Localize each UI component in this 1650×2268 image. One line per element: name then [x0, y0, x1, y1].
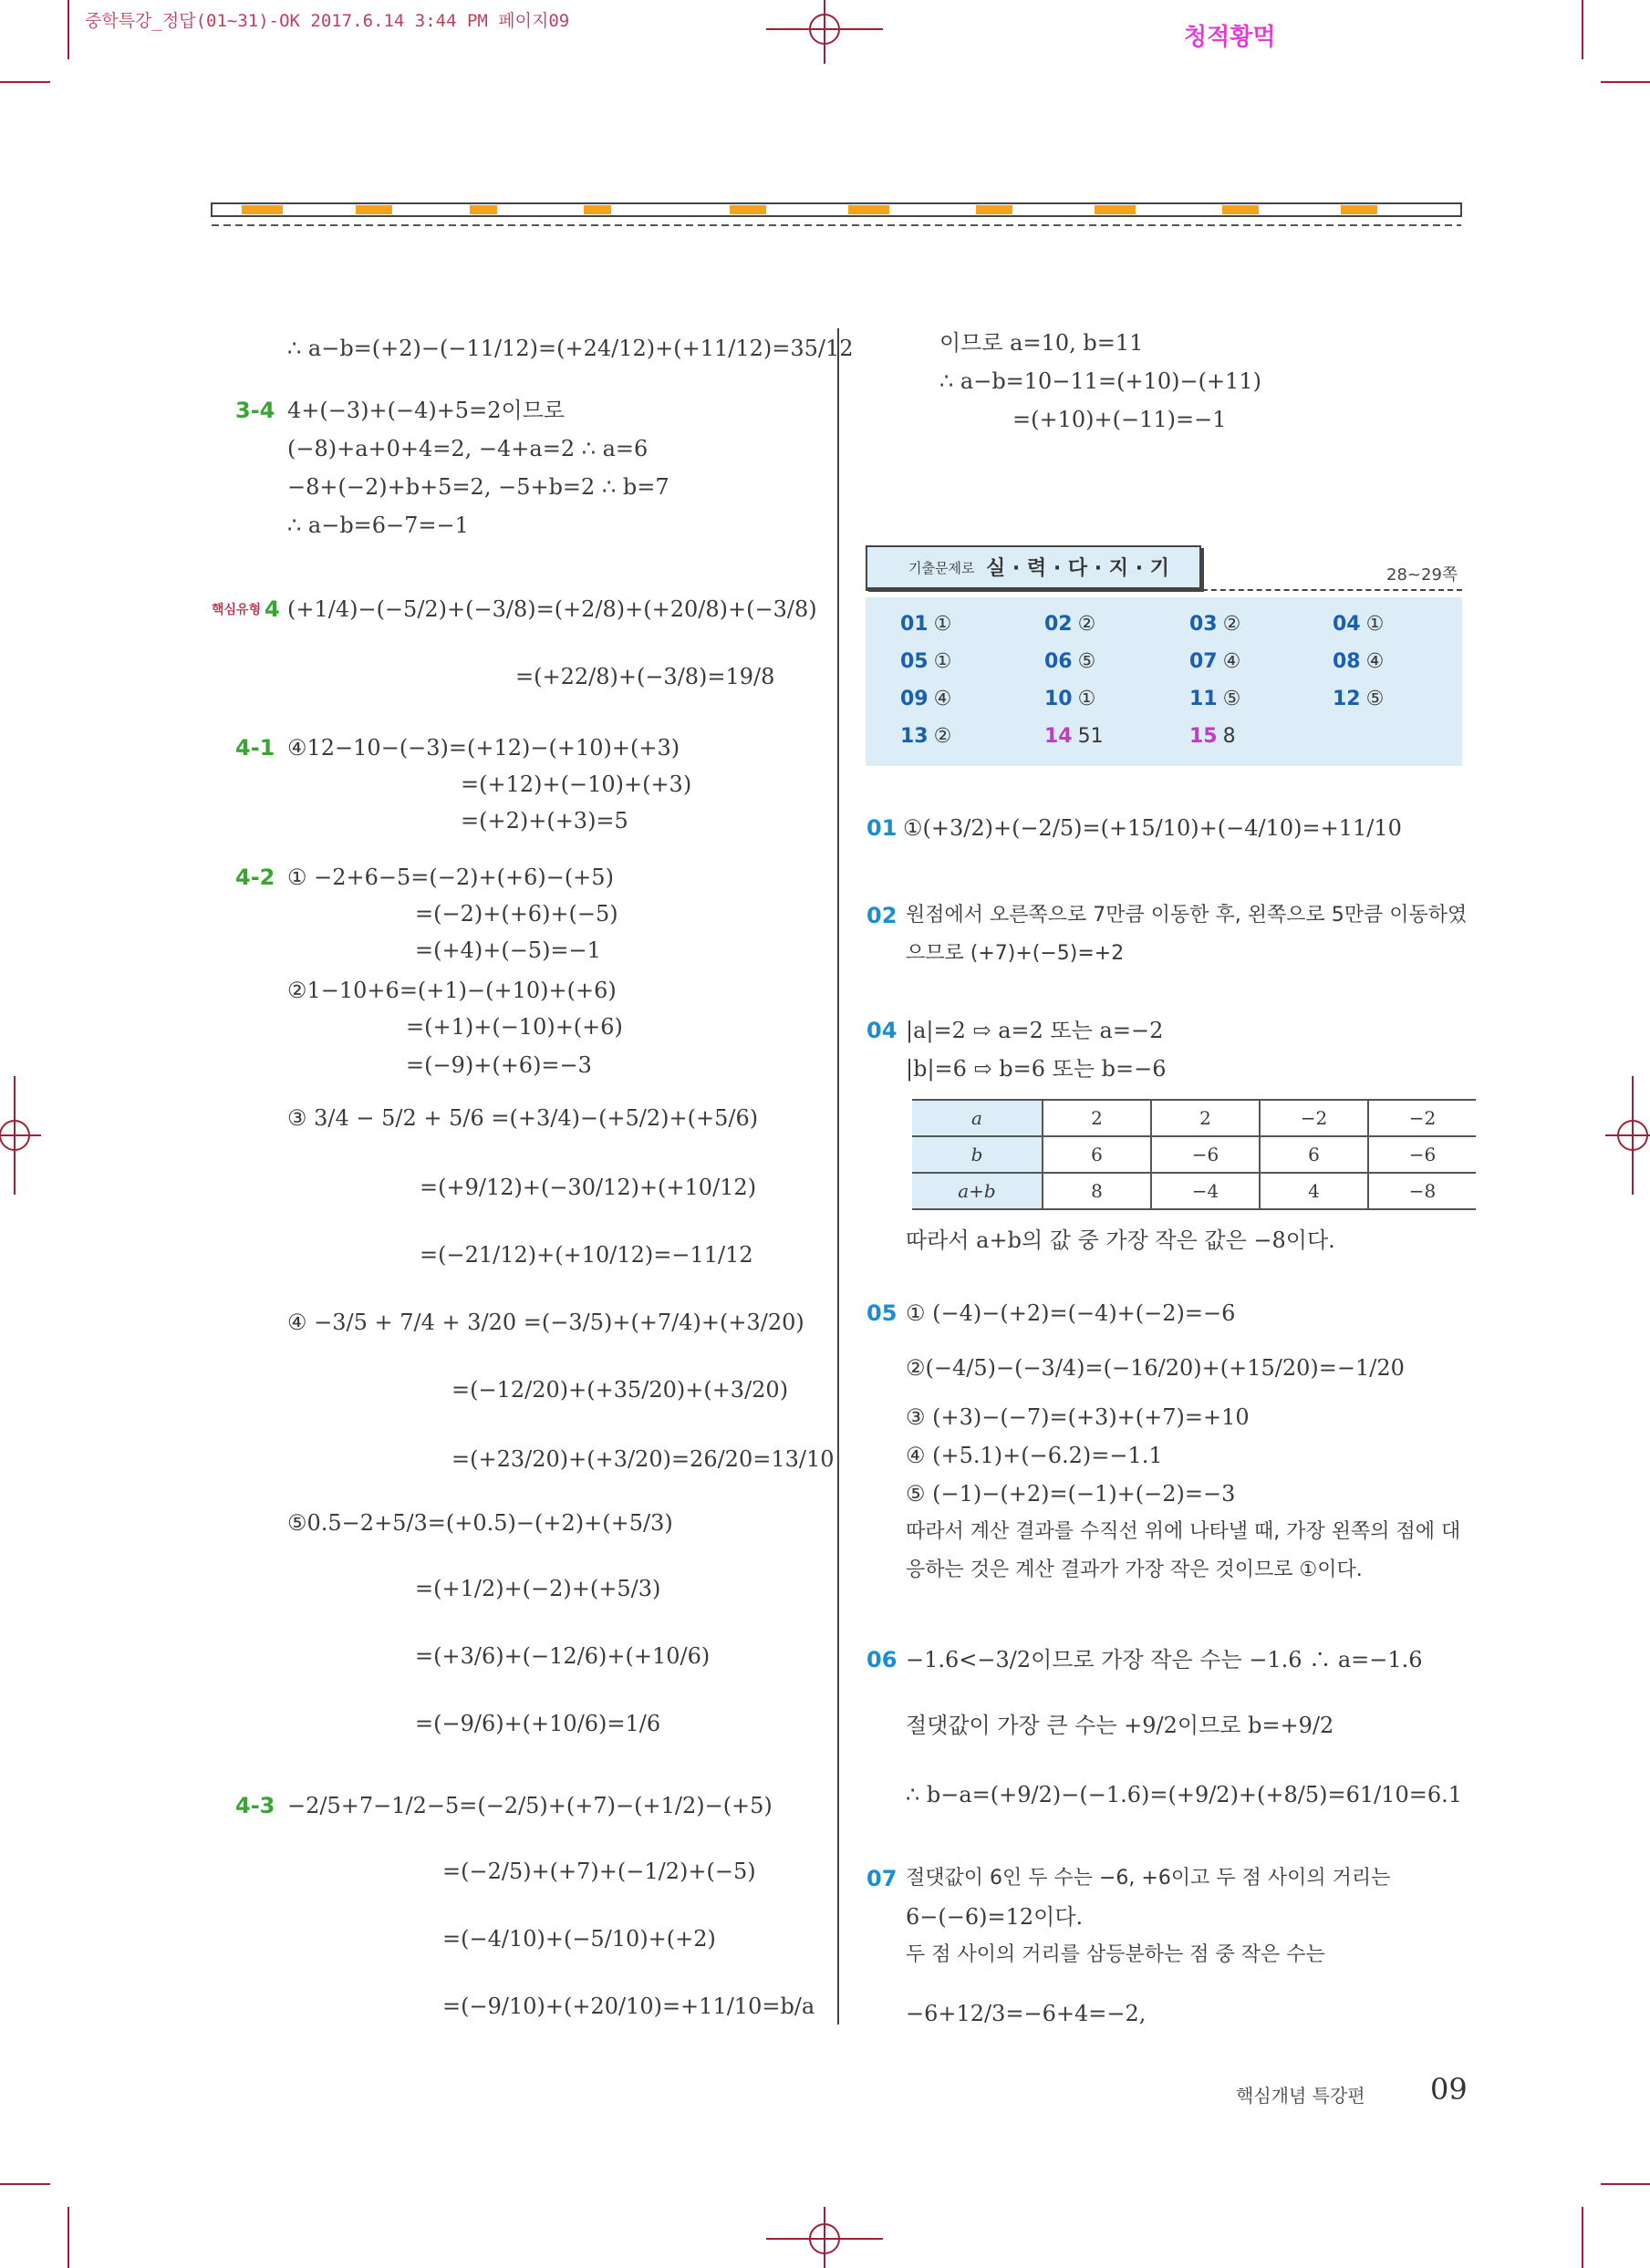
cmyk-label: 청적황먹: [1184, 24, 1276, 51]
text-line: 응하는 것은 계산 결과가 가장 작은 것이므로 ①이다.: [906, 1559, 1363, 1581]
eq-line: ⑤0.5−2+5/3=(+0.5)−(+2)+(+5/3): [287, 1510, 673, 1536]
eq-line: =(+2)+(+3)=5: [461, 808, 628, 834]
eq-line: =(−2/5)+(+7)+(−1/2)+(−5): [442, 1859, 756, 1884]
eq-line: =(−12/20)+(+35/20)+(+3/20): [451, 1377, 789, 1403]
eq-line: −1.6<−3/2이므로 가장 작은 수는 −1.6 ∴ a=−1.6: [906, 1647, 1423, 1673]
eq-line: ②(−4/5)−(−3/4)=(−16/20)+(+15/20)=−1/20: [906, 1355, 1405, 1381]
answer-cell: 12 ⑤: [1333, 688, 1385, 710]
problem-number: 06: [867, 1647, 898, 1673]
section-label-box: [866, 545, 1201, 589]
eq-line: ∴ b−a=(+9/2)−(−1.6)=(+9/2)+(+8/5)=61/10=6.1: [906, 1782, 1463, 1807]
table-row: b 6 −6 6 −6: [912, 1136, 1476, 1173]
eq-line: ∴ a−b=10−11=(+10)−(+11): [939, 368, 1261, 394]
eq-line: 절댓값이 가장 큰 수는 +9/2이므로 b=+9/2: [906, 1713, 1334, 1738]
eq-line: =(+3/6)+(−12/6)+(+10/6): [415, 1643, 711, 1669]
text-line: 원점에서 오른쪽으로 7만큼 이동한 후, 왼쪽으로 5만큼 이동하였: [906, 904, 1468, 927]
eq-line: =(+4)+(−5)=−1: [415, 937, 601, 963]
answer-cell: 11 ⑤: [1189, 688, 1241, 710]
eq-line: |b|=6 ⇨ b=6 또는 b=−6: [906, 1056, 1167, 1082]
answer-cell: 10 ①: [1044, 688, 1096, 710]
eq-line: ⑤ (−1)−(+2)=(−1)+(−2)=−3: [906, 1481, 1236, 1507]
answer-cell: 01 ①: [900, 613, 952, 636]
answer-cell: 04 ①: [1333, 613, 1385, 636]
eq-line: ① (−4)−(+2)=(−4)+(−2)=−6: [906, 1300, 1236, 1326]
answer-cell: 15 8: [1189, 725, 1236, 748]
eq-line: ① −2+6−5=(−2)+(+6)−(+5): [287, 865, 614, 890]
problem-number: 3-4: [235, 398, 275, 423]
text-line: 따라서 계산 결과를 수직선 위에 나타낼 때, 가장 왼쪽의 점에 대: [906, 1520, 1461, 1543]
eq-line: ④12−10−(−3)=(+12)−(+10)+(+3): [287, 735, 680, 761]
problem-number: 05: [867, 1300, 898, 1326]
eq-line: ④ −3/5 + 7/4 + 3/20 =(−3/5)+(+7/4)+(+3/20): [287, 1310, 804, 1335]
answer-cell: 13 ②: [900, 725, 952, 748]
section-label-big: 실 · 력 · 다 · 지 · 기: [986, 557, 1169, 580]
eq-line: =(+1/2)+(−2)+(+5/3): [415, 1576, 661, 1601]
eq-line: =(+12)+(−10)+(+3): [461, 772, 692, 797]
eq-line: =(+22/8)+(−3/8)=19/8: [515, 664, 775, 689]
footer-book: 핵심개념 특강편: [1236, 2085, 1365, 2107]
answer-cell: 02 ②: [1044, 613, 1096, 636]
eq-line: −2/5+7−1/2−5=(−2/5)+(+7)−(+1/2)−(+5): [287, 1793, 773, 1818]
eq-line: (+1/4)−(−5/2)+(−3/8)=(+2/8)+(+20/8)+(−3/8): [287, 596, 817, 622]
section-label-small: 기출문제로: [908, 560, 975, 576]
text-line: 6−(−6)=12이다.: [906, 1904, 1084, 1930]
value-table: [912, 1099, 1476, 1210]
eq-line: (−8)+a+0+4=2, −4+a=2 ∴ a=6: [287, 436, 649, 461]
eq-line: =(−9/6)+(+10/6)=1/6: [415, 1711, 661, 1736]
answer-cell: 07 ④: [1189, 650, 1241, 673]
section-divider: [866, 589, 1462, 591]
eq-line: ③ 3/4 − 5/2 + 5/6 =(+3/4)−(+5/2)+(+5/6): [287, 1105, 759, 1131]
page-number: 09: [1430, 2072, 1468, 2107]
answer-cell: 14 51: [1044, 725, 1104, 748]
answer-cell: 03 ②: [1189, 613, 1241, 636]
eq-line: 따라서 a+b의 값 중 가장 작은 값은 −8이다.: [906, 1227, 1335, 1253]
answer-cell: 06 ⑤: [1044, 650, 1096, 673]
eq-line: ①(+3/2)+(−2/5)=(+15/10)+(−4/10)=+11/10: [903, 815, 1402, 841]
table-row: a 2 2 −2 −2: [912, 1100, 1476, 1136]
eq-line: =(−4/10)+(−5/10)+(+2): [442, 1926, 716, 1952]
eq-line: ∴ a−b=6−7=−1: [287, 513, 469, 538]
eq-line: =(+9/12)+(−30/12)+(+10/12): [420, 1175, 757, 1200]
eq-line: 4+(−3)+(−4)+5=2이므로: [287, 398, 566, 423]
text-line: 절댓값이 6인 두 수는 −6, +6이고 두 점 사이의 거리는: [906, 1867, 1391, 1890]
eq-line: −8+(−2)+b+5=2, −5+b=2 ∴ b=7: [287, 474, 669, 500]
section-pages: 28~29쪽: [1386, 565, 1458, 585]
eq-line: =(+1)+(−10)+(+6): [406, 1014, 623, 1040]
eq-line: =(+23/20)+(+3/20)=26/20=13/10: [451, 1446, 835, 1472]
problem-number: 4-1: [235, 735, 275, 761]
eq-line: =(−2)+(+6)+(−5): [415, 901, 618, 927]
eq-line: 이므로 a=10, b=11: [939, 330, 1144, 356]
problem-number: 4-2: [235, 865, 275, 890]
eq-line: ②1−10+6=(+1)−(+10)+(+6): [287, 978, 617, 1003]
eq-line: ∴ a−b=(+2)−(−11/12)=(+24/12)+(+11/12)=35/12: [287, 336, 854, 361]
problem-number: 02: [867, 903, 898, 928]
problem-number: 04: [867, 1018, 898, 1043]
problem-number: 4-3: [235, 1793, 275, 1818]
column-divider: [837, 328, 839, 2025]
eq-line: ③ (+3)−(−7)=(+3)+(+7)=+10: [906, 1404, 1250, 1430]
answer-cell: 09 ④: [900, 688, 952, 710]
eq-line: =(+10)+(−11)=−1: [1012, 407, 1227, 432]
problem-number: 01: [867, 815, 898, 841]
table-row: a+b 8 −4 4 −8: [912, 1173, 1476, 1209]
eq-line: |a|=2 ⇨ a=2 또는 a=−2: [906, 1018, 1164, 1043]
text-line: 으므로 (+7)+(−5)=+2: [906, 942, 1125, 965]
text-line: 두 점 사이의 거리를 삼등분하는 점 중 작은 수는: [906, 1943, 1325, 1966]
file-info: 중학특강_정답(01~31)-OK 2017.6.14 3:44 PM 페이지09: [85, 11, 570, 31]
answer-cell: 05 ①: [900, 650, 952, 673]
answer-grid: [866, 597, 1462, 766]
decorative-top-bar: [210, 196, 1464, 233]
problem-number: 4: [265, 596, 280, 622]
eq-line: −6+12/3=−6+4=−2,: [906, 2001, 1147, 2026]
core-tag: 핵심유형: [212, 603, 262, 617]
problem-number: 07: [867, 1866, 898, 1891]
answer-cell: 08 ④: [1333, 650, 1385, 673]
eq-line: =(−9)+(+6)=−3: [406, 1052, 592, 1078]
eq-line: =(−9/10)+(+20/10)=+11/10=b/a: [442, 1994, 815, 2019]
eq-line: ④ (+5.1)+(−6.2)=−1.1: [906, 1443, 1163, 1468]
eq-line: =(−21/12)+(+10/12)=−11/12: [420, 1242, 753, 1268]
